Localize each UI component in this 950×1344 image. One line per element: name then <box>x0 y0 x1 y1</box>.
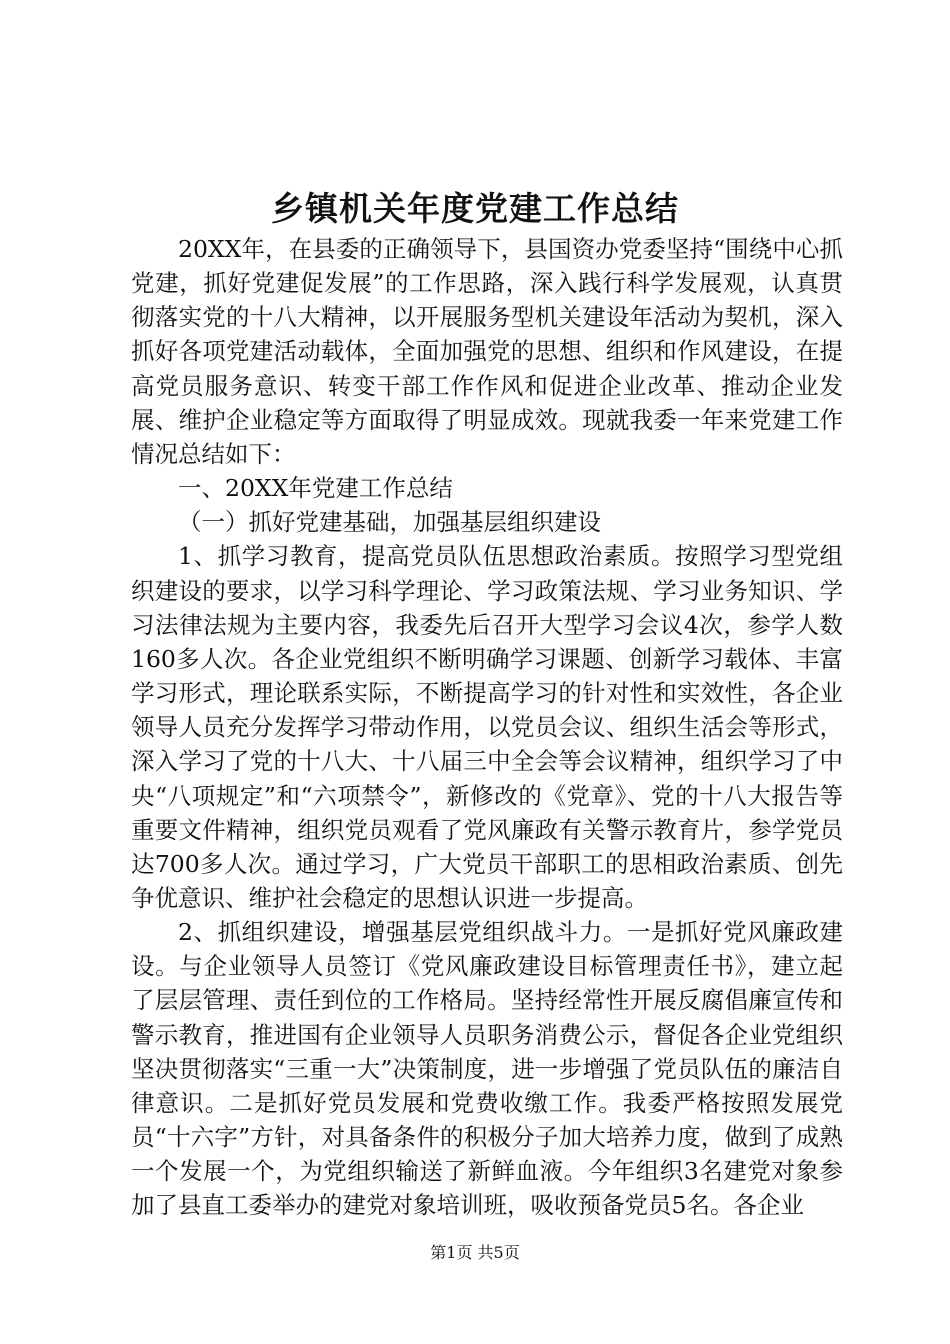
subsection-heading: （一）抓好党建基础，加强基层组织建设 <box>178 508 601 537</box>
section-heading: 一、20XX年党建工作总结 <box>178 474 453 503</box>
paragraph-organization-building: 2、抓组织建设，增强基层党组织战斗力。一是抓好党风廉政建设。与企业领导人员签订《党风廉政建设目标管理责任书》，建立起了层层管理、责任到位的工作格局。坚持经常性开展反腐倡廉宣传和警示教育，推进国有企业领导人员职务消费公示，督促各企业党组织坚决贯彻落实“三重一大”决策制度，进一步增强了党员队伍的廉洁自律意识。二是抓好党员发展和党费收缴工作。我委严格按照发展党员“十六字”方针，对具备条件的积极分子加大培养力度，做到了成熟一个发展一个，为党组织输送了新鲜血液。今年组织3名建党对象参加了县直工委举办的建党对象培训班，吸收预备党员5名。各企业 <box>131 918 843 1220</box>
paragraph-study-education: 1、抓学习教育，提高党员队伍思想政治素质。按照学习型党组织建设的要求，以学习科学理论、学习政策法规、学习业务知识、学习法律法规为主要内容，我委先后召开大型学习会议4次，参学人数160多人次。各企业党组织不断明确学习课题、创新学习载体、丰富学习形式，理论联系实际，不断提高学习的针对性和实效性，各企业领导人员充分发挥学习带动作用，以党员会议、组织生活会等形式，深入学习了党的十八大、十八届三中全会等会议精神，组织学习了中央“八项规定”和“六项禁令”，新修改的《党章》、党的十八大报告等重要文件精神，组织党员观看了党风廉政有关警示教育片，参学党员达700多人次。通过学习，广大党员干部职工的思相政治素质、创先争优意识、维护社会稳定的思想认识进一步提高。 <box>131 542 843 912</box>
document-body <box>131 232 843 1223</box>
page-number-footer: 第1页 共5页 <box>430 1243 520 1262</box>
document-title: 乡镇机关年度党建工作总结 <box>271 189 679 228</box>
paragraph-intro: 20XX年，在县委的正确领导下，县国资办党委坚持“围绕中心抓党建，抓好党建促发展”的工作思路，深入践行科学发展观，认真贯彻落实党的十八大精神，以开展服务型机关建设年活动为契机，深入抓好各项党建活动载体，全面加强党的思想、组织和作风建设，在提高党员服务意识、转变干部工作作风和促进企业改革、推动企业发展、维护企业稳定等方面取得了明显成效。现就我委一年来党建工作情况总结如下： <box>131 235 843 468</box>
